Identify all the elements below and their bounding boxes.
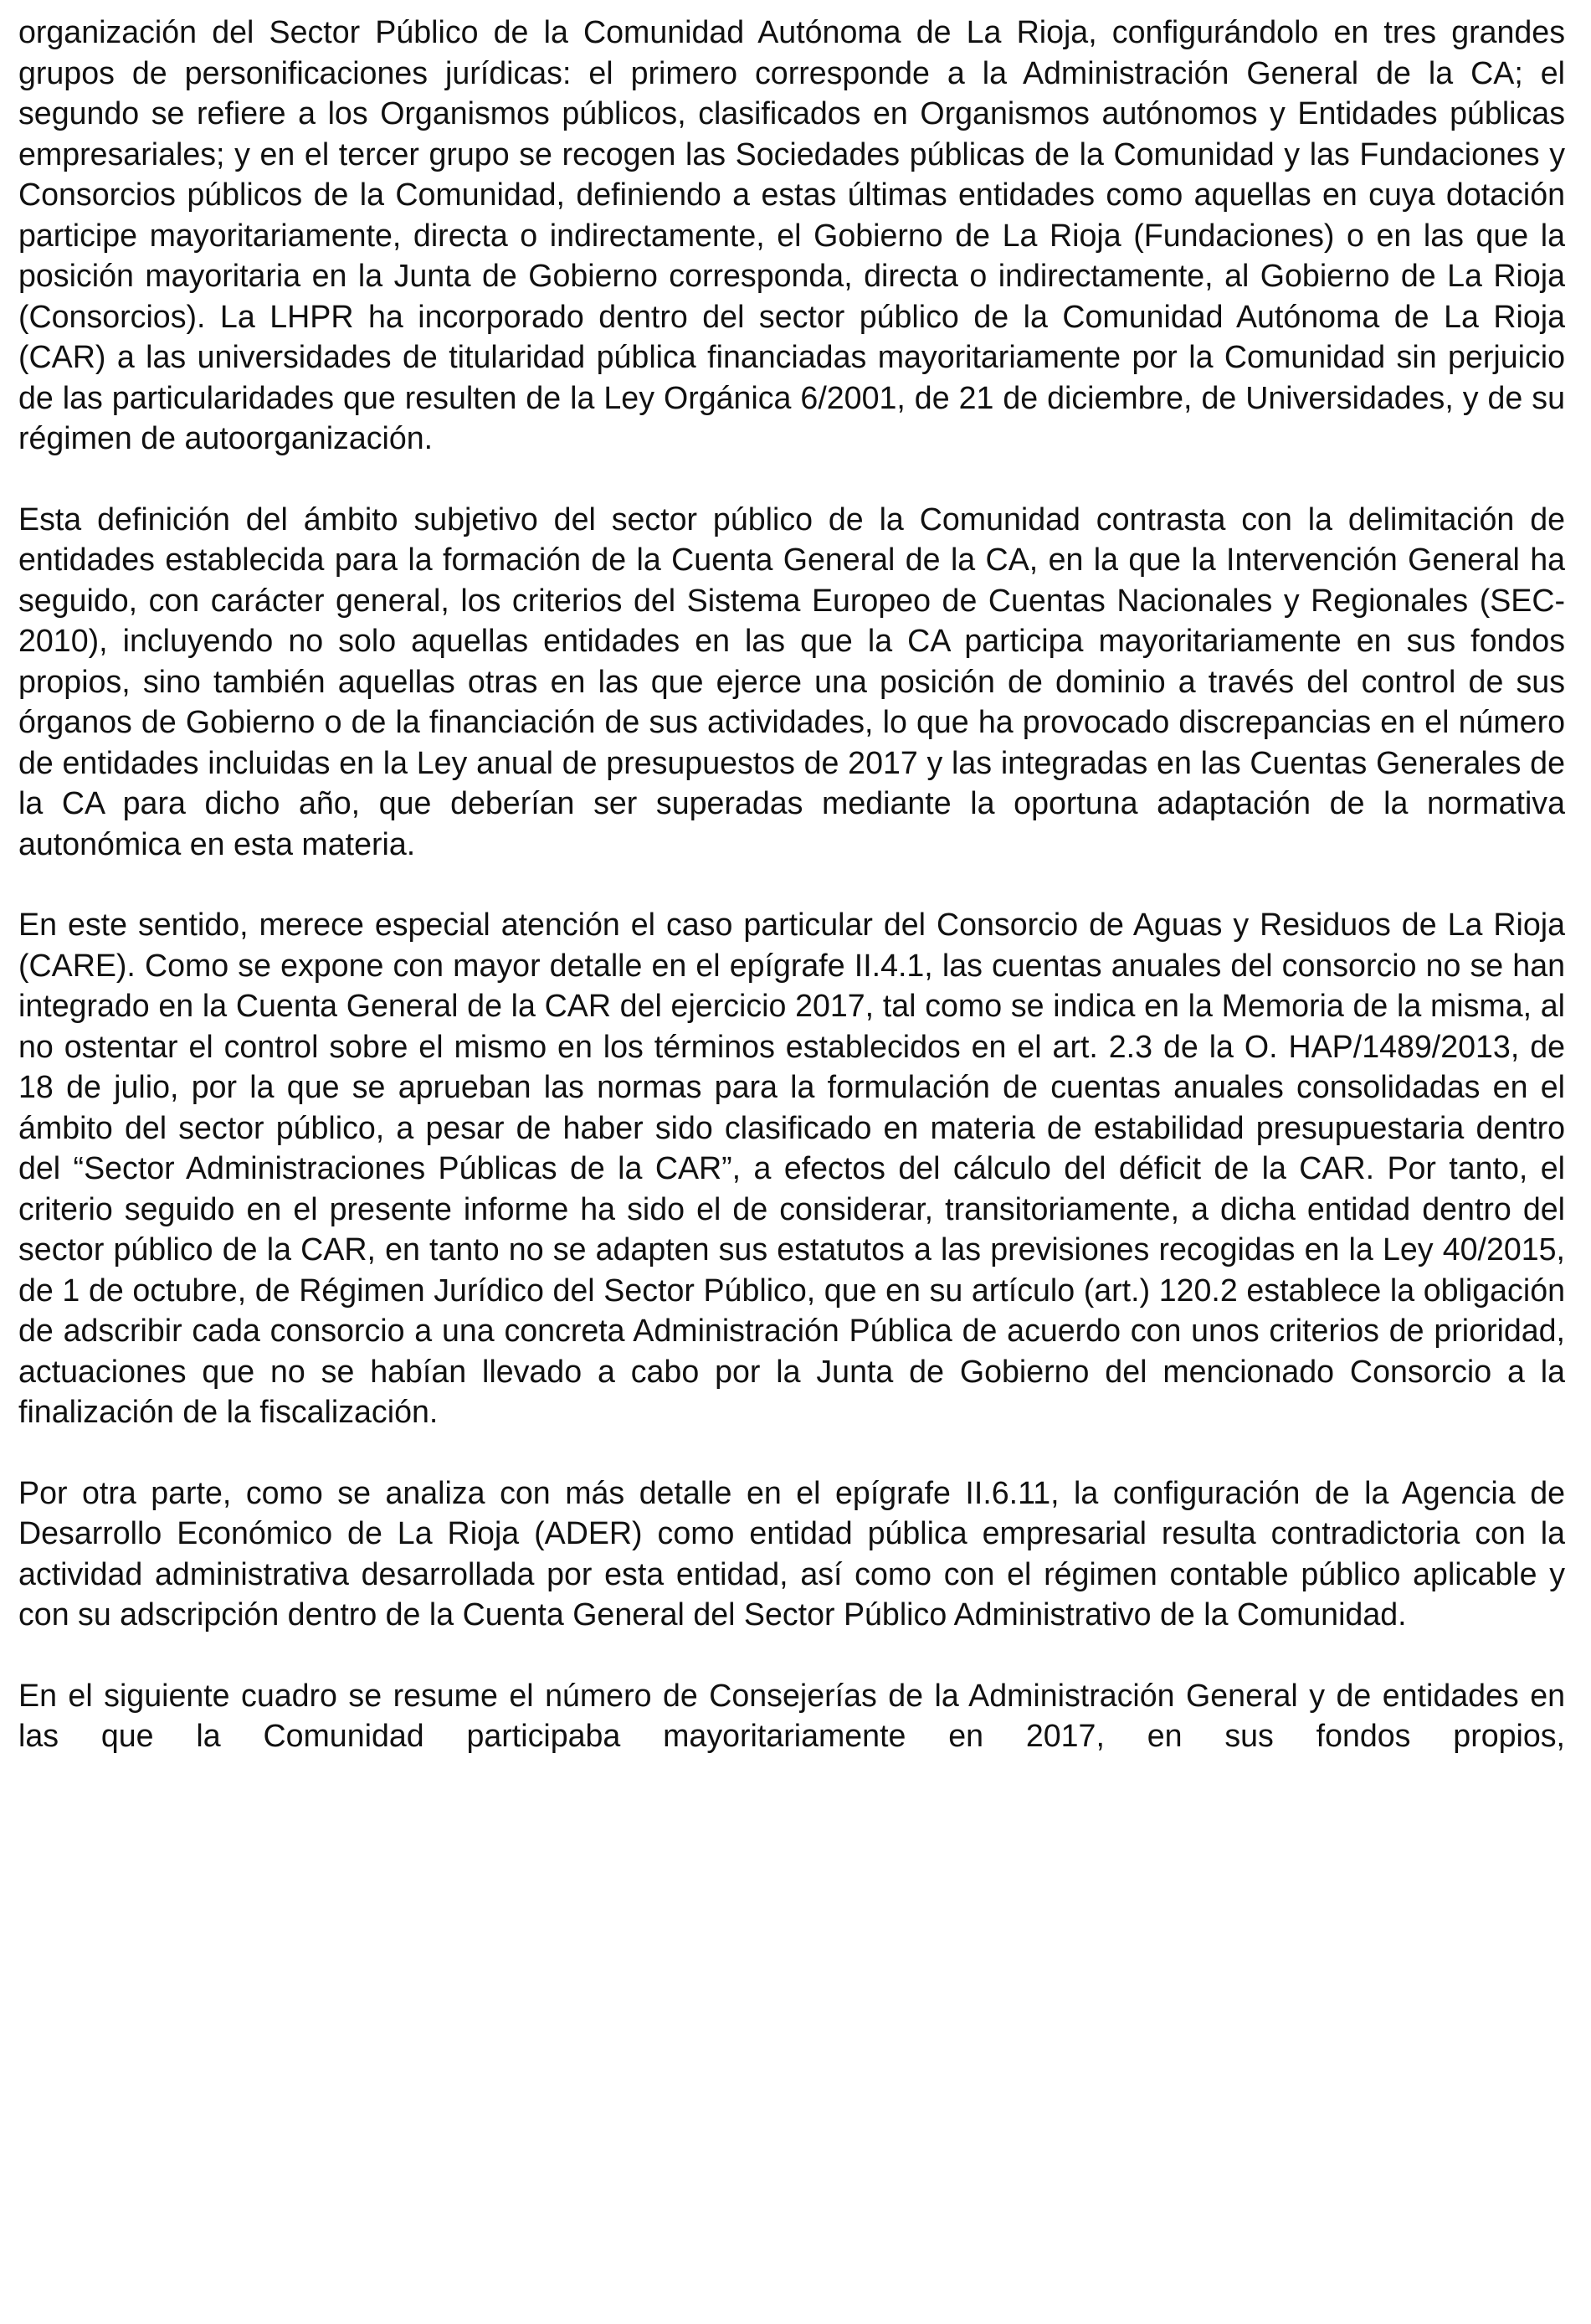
paragraph-subjective-scope: Esta definición del ámbito subjetivo del sector público de la Comunidad contrasta con la delimitación de entidades establecida para la formación de la Cuenta General de la CA, en la que la Intervención General ha seguido, con carácter general, los criterios del Sistema Europeo de Cuentas Nacionales y Regionales (SEC-2010), incluyendo no solo aquellas entidades en las que la CA participa mayoritariamente en sus fondos propios, sino también aquellas otras en las que ejerce una posición de dominio a través del control de sus órganos de Gobierno o de la financiación de sus actividades, lo que ha provocado discrepancias en el número de entidades incluidas en la Ley anual de presupuestos de 2017 y las integradas en las Cuentas Generales de la CA para dicho año, que deberían ser superadas mediante la oportuna adaptación de la normativa autonómica en esta materia. <box>18 501 1565 861</box>
document-page <box>18 12 1565 1756</box>
paragraph-ader-agency: Por otra parte, como se analiza con más detalle en el epígrafe II.6.11, la configuración de la Agencia de Desarrollo Económico de La Rioja (ADER) como entidad pública empresarial resulta contradictoria con la actividad administrativa desarrollada por esta entidad, así como con el régimen contable público aplicable y con su adscripción dentro de la Cuenta General del Sector Público Administrativo de la Comunidad. <box>18 1474 1565 1632</box>
paragraph-care-consortium: En este sentido, merece especial atención el caso particular del Consorcio de Aguas y Residuos de La Rioja (CARE). Como se expone con mayor detalle en el epígrafe II.4.1, las cuentas anuales del consorcio no se han integrado en la Cuenta General de la CAR del ejercicio 2017, tal como se indica en la Memoria de la misma, al no ostentar el control sobre el mismo en los términos establecidos en el art. 2.3 de la O. HAP/1489/2013, de 18 de julio, por la que se aprueban las normas para la formulación de cuentas anuales consolidadas en el ámbito del sector público, a pesar de haber sido clasificado en materia de estabilidad presupuestaria dentro del “Sector Administraciones Públicas de la CAR”, a efectos del cálculo del déficit de la CAR. Por tanto, el criterio seguido en el presente informe ha sido el de considerar, transitoriamente, a dicha entidad dentro del sector público de la CAR, en tanto no se adapten sus estatutos a las previsiones recogidas en la Ley 40/2015, de 1 de octubre, de Régimen Jurídico del Sector Público, que en su artículo (art.) 120.2 establece la obligación de adscribir cada consorcio a una concreta Administración Pública de acuerdo con unos criterios de prioridad, actuaciones que no se habían llevado a cabo por la Junta de Gobierno del mencionado Consorcio a la finalización de la fiscalización. <box>18 907 1565 1429</box>
paragraph-sector-organization: organización del Sector Público de la Comunidad Autónoma de La Rioja, configurándolo en tres grandes grupos de personificaciones jurídicas: el primero corresponde a la Administración General de la CA; el segundo se refiere a los Organismos públicos, clasificados en Organismos autónomos y Entidades públicas empresariales; y en el tercer grupo se recogen las Sociedades públicas de la Comunidad y las Fundaciones y Consorcios públicos de la Comunidad, definiendo a estas últimas entidades como aquellas en cuya dotación participe mayoritariamente, directa o indirectamente, el Gobierno de La Rioja (Fundaciones) o en las que la posición mayoritaria en la Junta de Gobierno corresponda, directa o indirectamente, al Gobierno de La Rioja (Consorcios). La LHPR ha incorporado dentro del sector público de la Comunidad Autónoma de La Rioja (CAR) a las universidades de titularidad pública financiadas mayoritariamente por la Comunidad sin perjuicio de las particularidades que resulten de la Ley Orgánica 6/2001, de 21 de diciembre, de Universidades, y de su régimen de autoorganización. <box>18 14 1565 455</box>
paragraph-summary-table-intro: En el siguiente cuadro se resume el número de Consejerías de la Administración General y de entidades en las que la Comunidad participaba mayoritariamente en 2017, en sus fondos propios, <box>18 1677 1565 1753</box>
